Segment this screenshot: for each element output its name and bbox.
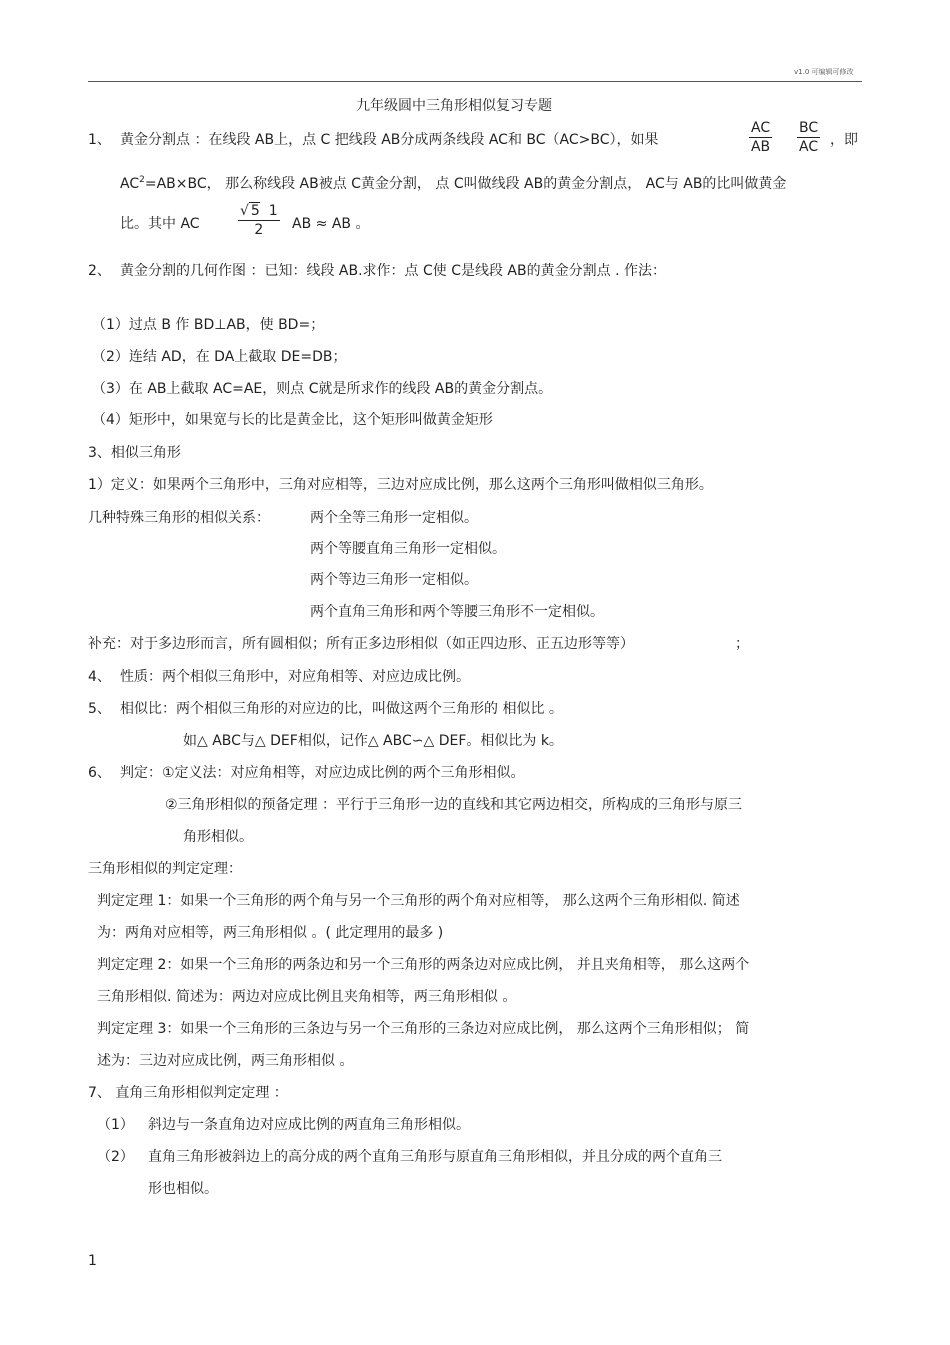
sec1-number: 1、 bbox=[88, 132, 111, 148]
theorem1-line2: 为：两角对应相等，两三角形相似 。( 此定理用的最多 ) bbox=[97, 925, 444, 941]
special-item: 两个直角三角形和两个等腰三角形不一定相似。 bbox=[310, 604, 604, 620]
fraction-numerator: AC bbox=[751, 120, 771, 136]
special-triangles-label: 几种特殊三角形的相似关系： bbox=[88, 510, 270, 526]
fraction-denominator: AB bbox=[750, 139, 771, 155]
fraction-denominator: AC bbox=[799, 139, 819, 155]
sec1-line1-end: ，即 bbox=[830, 132, 858, 148]
theorem1-line1: 判定定理 1：如果一个三角形的两个角与另一个三角形的两个角对应相等， 那么这两个三角形相似. 简述 bbox=[97, 893, 740, 909]
sec5-example: 如△ ABC与△ DEF相似，记作△ ABC∽△ DEF。相似比为 k。 bbox=[183, 733, 563, 749]
sec3-definition: 1）定义：如果两个三角形中，三角对应相等，三边对应成比例，那么这两个三角形叫做相似三角形。 bbox=[88, 477, 713, 493]
sec4-number: 4、 bbox=[88, 669, 111, 685]
version-label: v1.0 可编辑可修改 bbox=[794, 68, 854, 76]
theorem3-line2: 述为：三边对应成比例，两三角形相似 。 bbox=[97, 1053, 354, 1069]
special-item: 两个等腰直角三角形一定相似。 bbox=[310, 541, 506, 557]
sec5-number: 5、 bbox=[88, 701, 111, 717]
theorems-heading: 三角形相似的判定定理： bbox=[88, 861, 242, 877]
sec6-number: 6、 bbox=[88, 765, 111, 781]
sec7-item2-line2: 形也相似。 bbox=[148, 1181, 218, 1197]
sec2-number: 2、 bbox=[88, 263, 111, 279]
sec1-line3-start: 比。其中 AC bbox=[120, 216, 200, 232]
special-item: 两个等边三角形一定相似。 bbox=[310, 572, 478, 588]
supplement-end: ； bbox=[735, 636, 749, 652]
sec1-line1: 黄金分割点 ：在线段 AB上，点 C 把线段 AB分成两条线段 AC和 BC（AC>BC），如果 bbox=[120, 132, 659, 148]
theorem2-line2: 三角形相似. 简述为：两边对应成比例且夹角相等，两三角形相似 。 bbox=[97, 989, 517, 1005]
sec2-step: （4）矩形中，如果宽与长的比是黄金比，这个矩形叫做黄金矩形 bbox=[92, 412, 493, 428]
sec2-text: 黄金分割的几何作图 ：已知：线段 AB.求作：点 C使 C是线段 AB的黄金分割点 . 作法： bbox=[120, 263, 666, 279]
sec7-item1: 斜边与一条直角边对应成比例的两直角三角形相似。 bbox=[148, 1117, 470, 1133]
fraction-numerator: BC bbox=[799, 120, 819, 136]
fraction-golden-ratio bbox=[238, 202, 280, 239]
fraction-denominator: 2 bbox=[254, 222, 264, 238]
sec2-step: （3）在 AB上截取 AC=AE，则点 C就是所求作的线段 AB的黄金分割点。 bbox=[92, 381, 553, 397]
special-item: 两个全等三角形一定相似。 bbox=[310, 510, 478, 526]
sec7-heading: 7、 直角三角形相似判定定理 ： bbox=[88, 1085, 288, 1101]
sec7-item2-number: （2） bbox=[97, 1149, 134, 1165]
sec7-item2-line1: 直角三角形被斜边上的高分成的两个直角三角形与原直角三角形相似，并且分成的两个直角三 bbox=[148, 1149, 722, 1165]
sec6-text: 判定：①定义法：对应角相等，对应边成比例的两个三角形相似。 bbox=[120, 765, 525, 781]
fraction-ac-ab bbox=[749, 119, 772, 156]
sec7-item1-number: （1） bbox=[97, 1117, 134, 1133]
page-number: 1 bbox=[88, 1253, 97, 1269]
minus-one: 1 bbox=[268, 203, 278, 219]
theorem2-line1: 判定定理 2：如果一个三角形的两条边和另一个三角形的两条边对应成比例， 并且夹角相等， 那么这两个 bbox=[97, 957, 750, 973]
sec2-step: （2）连结 AD，在 DA上截取 DE=DB； bbox=[92, 349, 347, 365]
fraction-bc-ac bbox=[797, 119, 820, 156]
sec5-text: 相似比：两个相似三角形的对应边的比，叫做这两个三角形的 相似比 。 bbox=[120, 701, 563, 717]
header-rule bbox=[88, 81, 862, 82]
fraction-numerator: √ 5 1 bbox=[240, 203, 278, 219]
theorem3-line1: 判定定理 3：如果一个三角形的三条边与另一个三角形的三条边对应成比例， 那么这两个三角形相似； 简 bbox=[97, 1021, 750, 1037]
line2-rest: =AB×BC， 那么称线段 AB被点 C黄金分割， 点 C叫做线段 AB的黄金分割点， AC与 AB的比叫做黄金 bbox=[144, 176, 787, 192]
sec6-item2-line2: 角形相似。 bbox=[183, 829, 253, 845]
sec1-line3-end: AB ≈ AB 。 bbox=[292, 216, 370, 232]
sqrt-radicand: 5 bbox=[250, 203, 260, 219]
sec1-line2 bbox=[120, 173, 786, 193]
sec2-step: （1）过点 B 作 BD⊥AB，使 BD=； bbox=[92, 317, 325, 333]
sec4-text: 性质：两个相似三角形中，对应角相等、对应边成比例。 bbox=[120, 669, 470, 685]
supplement-text: 补充：对于多边形而言，所有圆相似；所有正多边形相似（如正四边形、正五边形等等） bbox=[88, 636, 634, 652]
sec3-heading: 3、相似三角形 bbox=[88, 445, 181, 461]
sec6-item2-line1: ②三角形相似的预备定理 ：平行于三角形一边的直线和其它两边相交，所构成的三角形与原三 bbox=[165, 797, 742, 813]
superscript: 2 bbox=[139, 175, 145, 185]
page-title: 九年级圆中三角形相似复习专题 bbox=[356, 98, 552, 114]
ac-text: AC bbox=[120, 176, 140, 192]
